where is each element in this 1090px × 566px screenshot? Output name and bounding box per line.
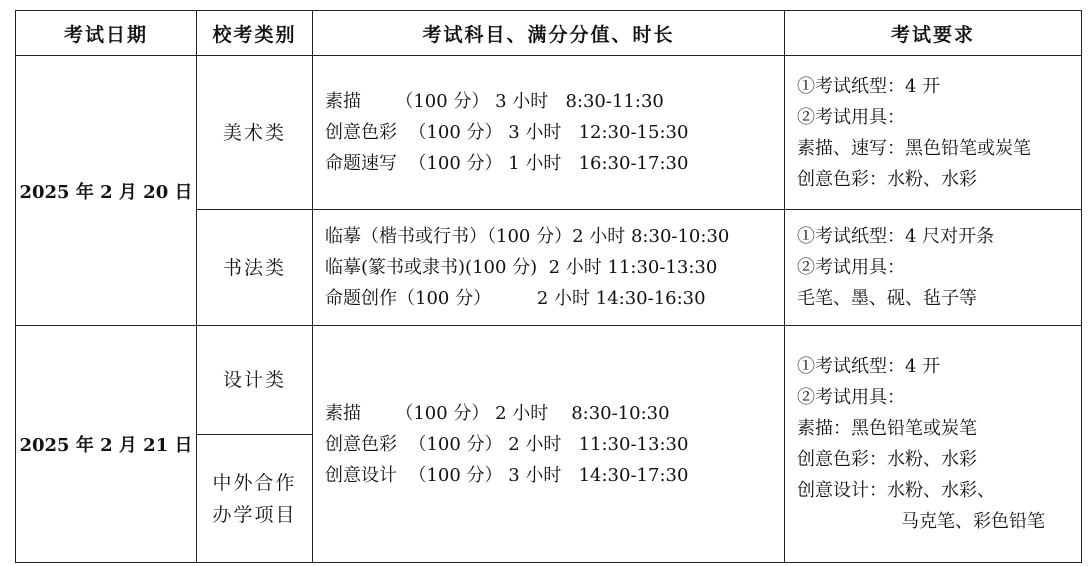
requirement-line: ①考试纸型：4 开 (797, 75, 941, 97)
exam-date-cell: 2025 年 2 月 20 日 (16, 56, 197, 326)
subject-line: 命题创作（100 分） 2 小时 14:30-16:30 (325, 288, 706, 309)
header-row (16, 11, 1082, 56)
requirement-line: ②考试用具： (797, 257, 905, 278)
requirement-line: ②考试用具： (797, 387, 905, 408)
requirement-line: 素描：黑色铅笔或炭笔 (797, 418, 977, 439)
requirement-line: 毛笔、墨、砚、毡子等 (797, 288, 977, 309)
subject-line: 创意设计 （100 分） 3 小时 14:30-17:30 (325, 464, 689, 486)
exam-schedule-table (15, 10, 1082, 563)
requirements-cell (785, 56, 1082, 210)
requirement-line: 创意色彩：水粉、水彩 (797, 168, 977, 190)
requirement-line: ①考试纸型：4 尺对开条 (797, 226, 995, 247)
subjects-cell (313, 210, 785, 326)
category-cell (197, 56, 313, 210)
subject-line: 命题速写 （100 分） 1 小时 16:30-17:30 (325, 153, 689, 174)
category-name: 中外合作 (212, 471, 297, 494)
requirement-line: 素描、速写：黑色铅笔或炭笔 (797, 137, 1031, 159)
subject-line: 临摹(篆书或隶书)(100 分) 2 小时 11:30-13:30 (325, 257, 718, 278)
category-name: 办学项目 (212, 503, 297, 526)
table-row (16, 56, 1082, 210)
exam-date-cell: 2025 年 2 月 21 日 (16, 326, 197, 563)
category-name: 设计类 (222, 369, 286, 391)
category-cell (197, 210, 313, 326)
requirement-line: 创意色彩：水粉、水彩 (797, 449, 977, 470)
subject-line: 创意色彩 （100 分） 3 小时 12:30-15:30 (325, 122, 689, 143)
category-name: 美术类 (222, 121, 286, 144)
subjects-cell (313, 326, 785, 563)
requirements-cell (785, 210, 1082, 326)
subject-line: 素描 （100 分） 2 小时 8:30-10:30 (325, 402, 670, 424)
subject-line: 素描 （100 分） 3 小时 8:30-11:30 (325, 91, 664, 112)
category-cell (197, 435, 313, 563)
header-category: 校考类别 (197, 11, 313, 56)
requirement-line: 马克笔、彩色铅笔 (901, 511, 1045, 532)
category-name: 书法类 (222, 256, 286, 279)
category-cell (197, 326, 313, 435)
requirement-line: 创意设计：水粉、水彩、 (797, 480, 995, 501)
subjects-cell (313, 56, 785, 210)
subject-line: 创意色彩 （100 分） 2 小时 11:30-13:30 (325, 433, 689, 455)
header-exam-date: 考试日期 (16, 11, 197, 56)
requirement-line: ②考试用具： (797, 106, 905, 128)
header-subjects: 考试科目、满分分值、时长 (313, 11, 785, 56)
requirements-cell (785, 326, 1082, 563)
table-row (16, 326, 1082, 435)
header-requirements: 考试要求 (785, 11, 1082, 56)
subject-line: 临摹（楷书或行书）（100 分）2 小时 8:30-10:30 (325, 226, 730, 247)
requirement-line: ①考试纸型：4 开 (797, 356, 941, 377)
